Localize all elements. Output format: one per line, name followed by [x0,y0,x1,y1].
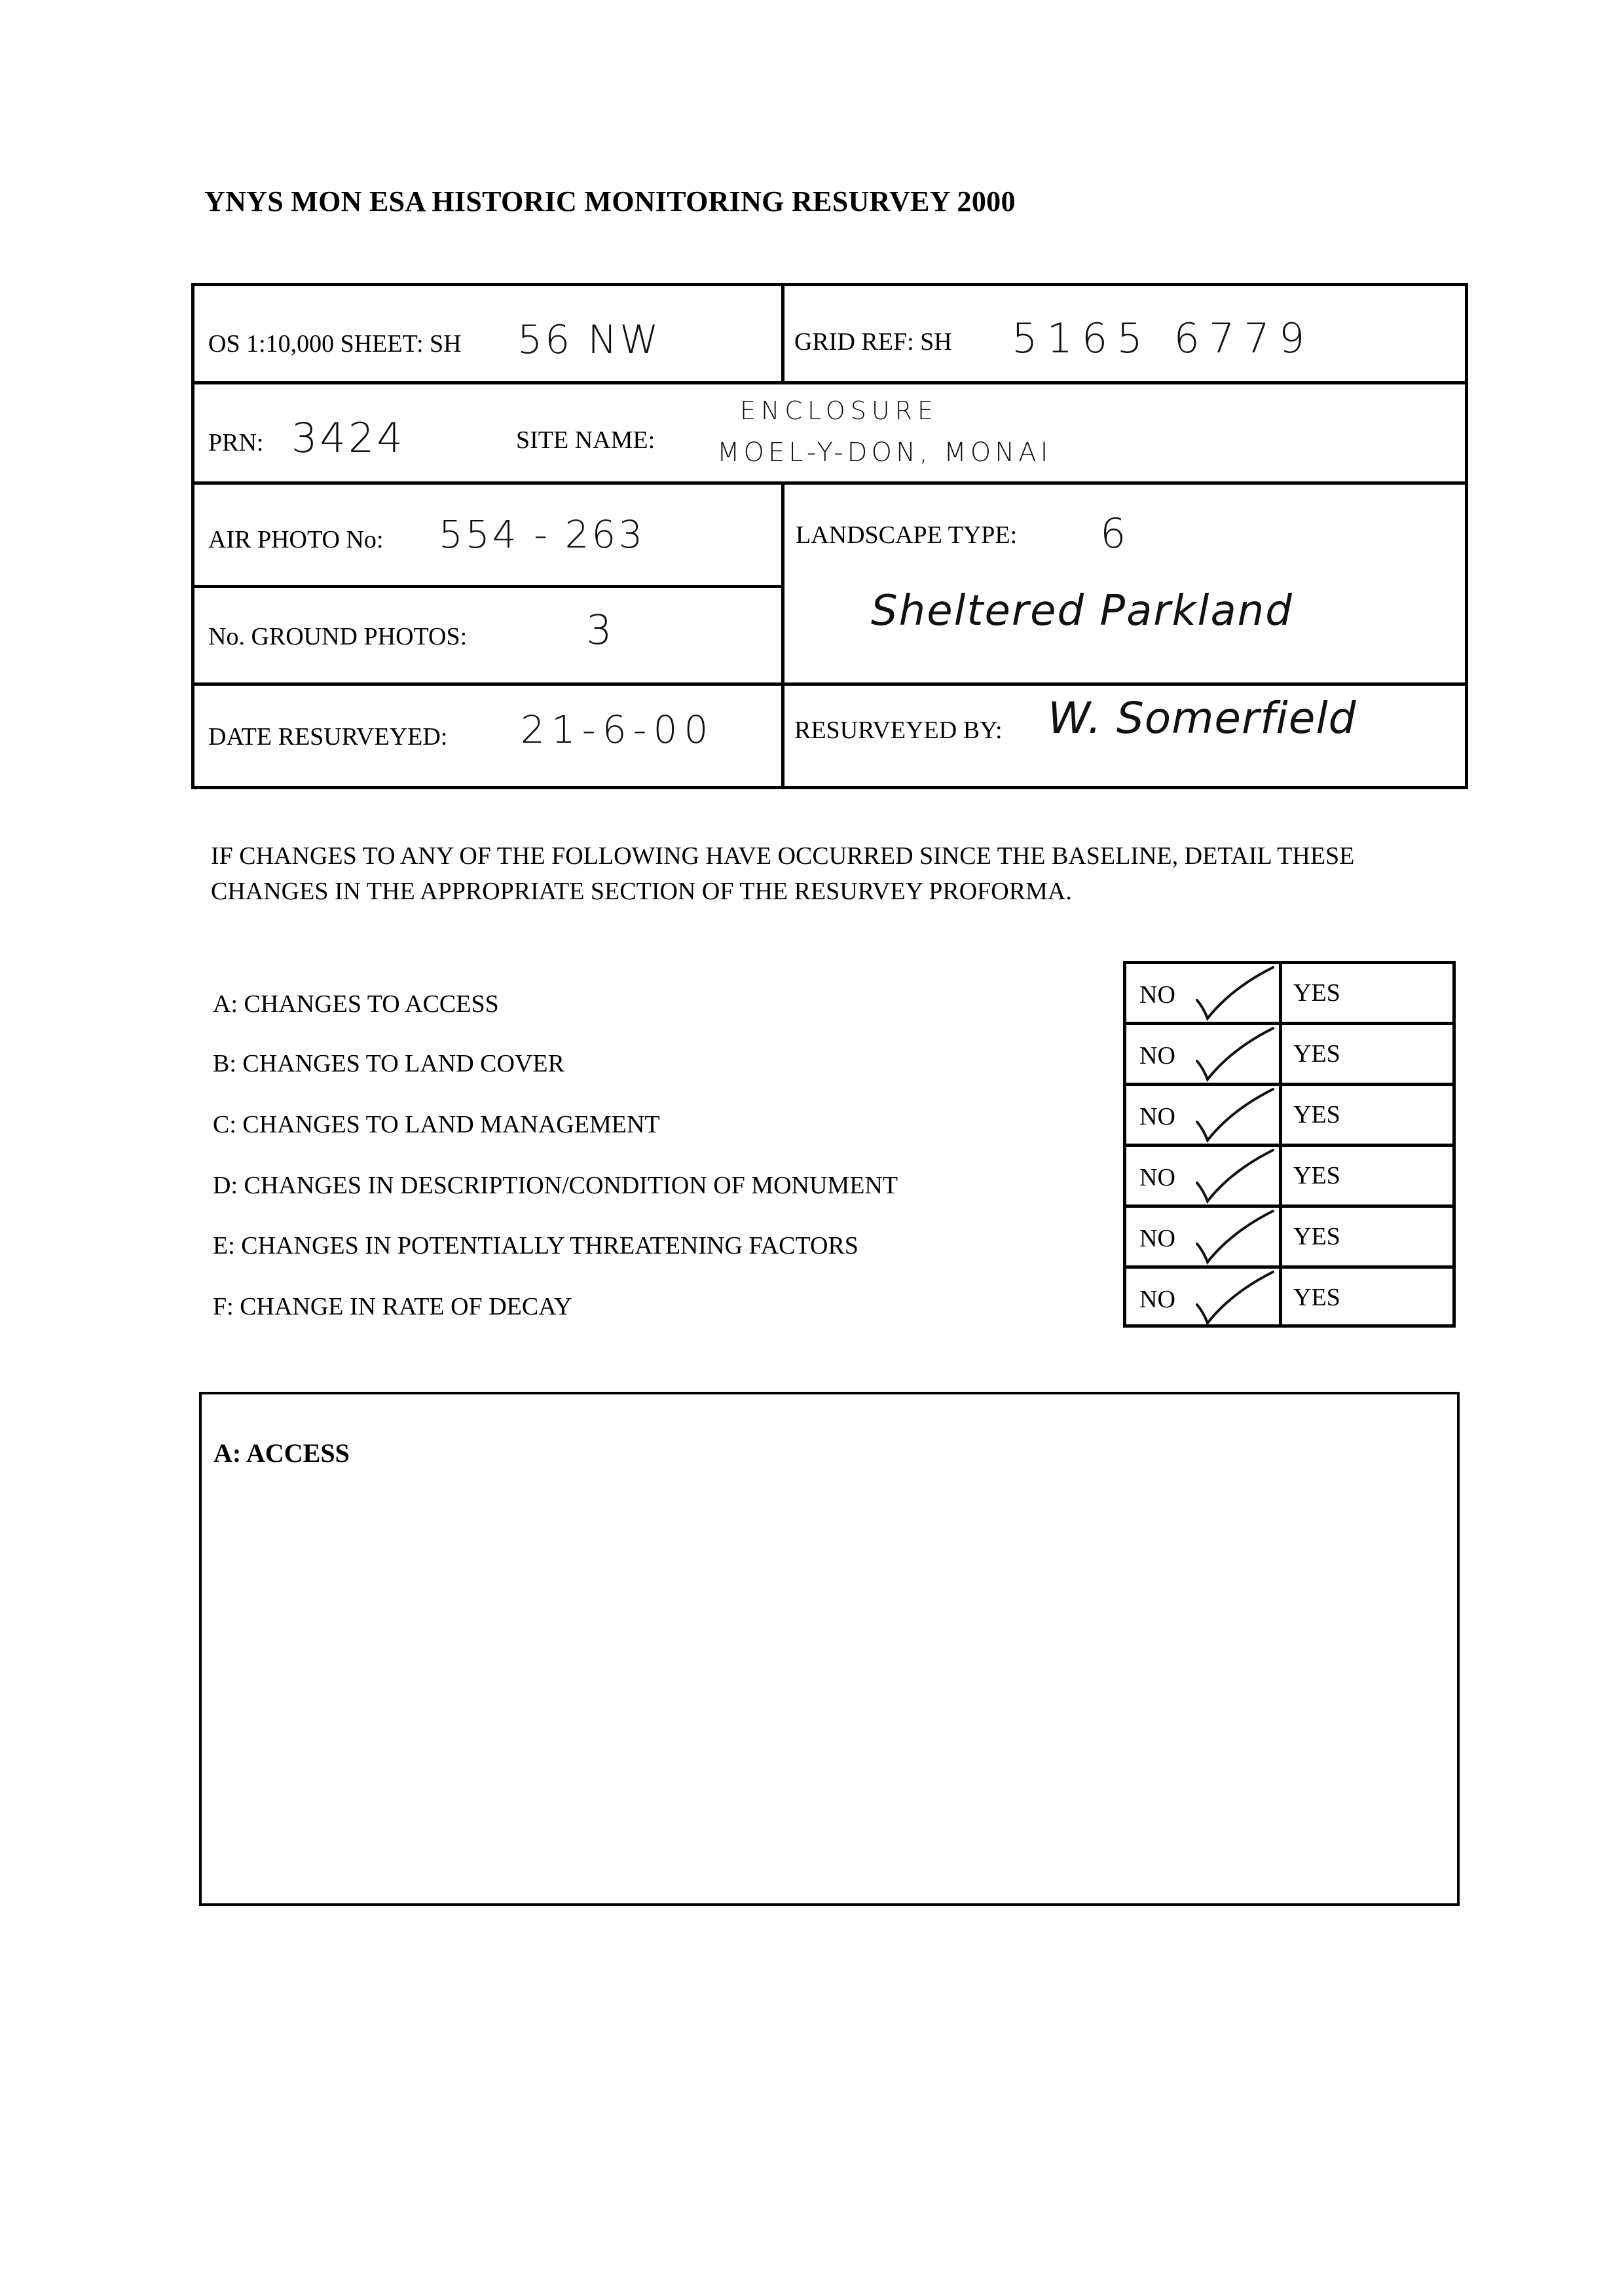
table-row-divider [1123,1265,1456,1269]
date-resurveyed-label: DATE RESURVEYED: [208,723,448,751]
checkmark-icon [1192,1267,1277,1329]
ground-photos-field[interactable]: 3 [586,606,615,654]
change-item-label: F: CHANGE IN RATE OF DECAY [213,1293,572,1320]
row-divider [191,585,784,588]
row-divider [191,381,1468,384]
yes-option[interactable]: YES [1293,1162,1340,1189]
no-option[interactable]: NO [1139,1164,1175,1191]
air-photo-label: AIR PHOTO No: [208,526,384,553]
no-option[interactable]: NO [1139,1286,1175,1313]
resurveyed-by-label: RESURVEYED BY: [794,717,1003,744]
landscape-description-field[interactable]: Sheltered Parkland [871,587,1293,635]
site-name-line2[interactable]: MOEL-Y-DON, MONAI [717,438,1052,468]
checkmark-icon [1192,1023,1277,1085]
access-heading: A: ACCESS [213,1438,350,1468]
col-divider [781,481,784,789]
no-option[interactable]: NO [1139,1225,1175,1252]
yes-option[interactable]: YES [1293,979,1340,1007]
row-divider [191,481,1468,485]
no-option[interactable]: NO [1139,1042,1175,1070]
air-photo-field[interactable]: 554 - 263 [439,512,646,557]
yes-option[interactable]: YES [1293,1040,1340,1068]
landscape-type-label: LANDSCAPE TYPE: [796,521,1018,549]
prn-label: PRN: [208,429,264,457]
date-resurveyed-field[interactable]: 21-6-00 [521,707,715,752]
ground-photos-label: No. GROUND PHOTOS: [208,623,468,650]
change-item-label: B: CHANGES TO LAND COVER [213,1050,564,1077]
checkmark-icon [1192,962,1277,1024]
access-notes-area[interactable] [213,1480,1438,1886]
site-name-label: SITE NAME: [516,426,655,454]
change-item-label: D: CHANGES IN DESCRIPTION/CONDITION OF MONUMENT [213,1172,898,1199]
change-item-label: A: CHANGES TO ACCESS [213,990,499,1018]
table-row-divider [1123,1204,1456,1208]
col-divider [781,283,784,382]
resurveyed-by-field[interactable]: W. Somerfield [1048,693,1357,743]
form-title: YNYS MON ESA HISTORIC MONITORING RESURVEY 2000 [204,185,1016,217]
os-sheet-label: OS 1:10,000 SHEET: SH [208,330,462,358]
checkmark-icon [1192,1084,1277,1146]
table-row-divider [1123,1083,1456,1086]
table-col-divider [1279,961,1282,1328]
no-option[interactable]: NO [1139,1103,1175,1130]
grid-ref-field[interactable]: 5165 6779 [1012,314,1314,362]
row-divider [191,682,1468,686]
yes-option[interactable]: YES [1293,1223,1340,1250]
checkmark-icon [1192,1145,1277,1207]
landscape-type-field[interactable]: 6 [1100,510,1129,557]
yes-option[interactable]: YES [1293,1101,1340,1129]
grid-ref-label: GRID REF: SH [794,328,952,356]
site-name-line1[interactable]: ENCLOSURE [740,396,939,425]
no-option[interactable]: NO [1139,981,1175,1009]
change-item-label: E: CHANGES IN POTENTIALLY THREATENING FACTORS [213,1232,858,1259]
instructions-notice: IF CHANGES TO ANY OF THE FOLLOWING HAVE OCCURRED SINCE THE BASELINE, DETAIL THESE CHANGES IN THE APPROPRIATE SECTION OF THE RESURVEY PROFORMA. [211,842,1355,905]
yes-option[interactable]: YES [1293,1284,1340,1311]
checkmark-icon [1192,1206,1277,1268]
change-item-label: C: CHANGES TO LAND MANAGEMENT [213,1111,660,1138]
prn-field[interactable]: 3424 [291,414,405,462]
table-row-divider [1123,1144,1456,1147]
table-row-divider [1123,1022,1456,1025]
os-sheet-field[interactable]: 56 NW [517,317,661,363]
